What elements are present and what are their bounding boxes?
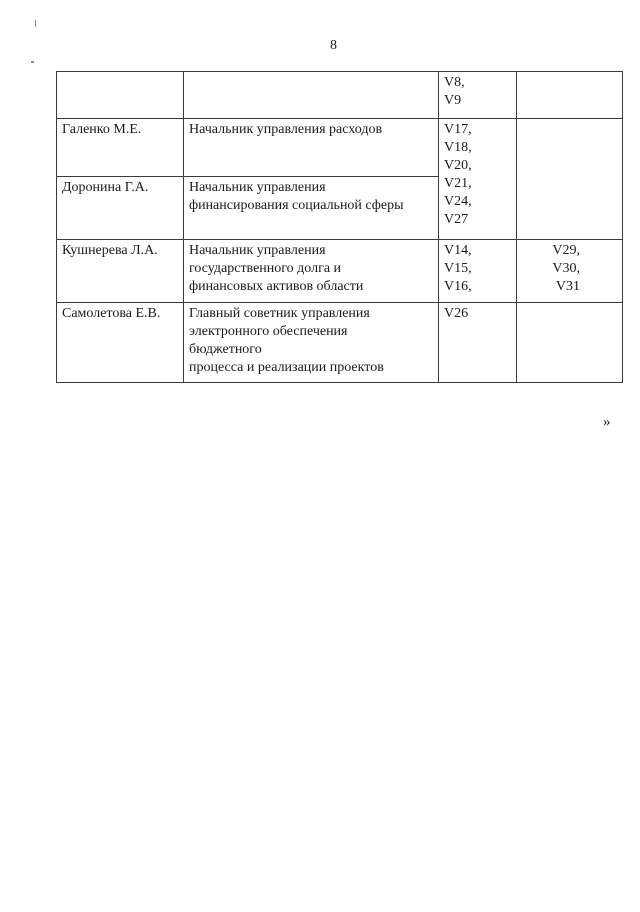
name-cell: Галенко М.Е. [57,119,184,177]
position-cell: Главный советник управления электронного обеспечения бюджетного процесса и реализации проектов [184,303,439,383]
position-cell [184,72,439,119]
table-row [57,119,623,177]
scan-mark-top [35,20,36,27]
codes-cell: V26 [439,303,517,383]
codes-cell: V14, V15, V16, [439,240,517,303]
closing-quote: » [603,414,611,430]
position-cell: Начальник управления государственного долга и финансовых активов области [184,240,439,303]
extra-codes-cell [517,72,623,119]
name-cell: Доронина Г.А. [57,177,184,240]
extra-codes-cell: V29, V30, V31 [517,240,623,303]
codes-cell: V8, V9 [439,72,517,119]
table-row [57,240,623,303]
extra-codes-cell [517,119,623,240]
name-cell [57,72,184,119]
codes-cell: V17, V18, V20, V21, V24, V27 [439,119,517,240]
extra-codes-cell [517,303,623,383]
name-cell: Кушнерева Л.А. [57,240,184,303]
position-cell: Начальник управления финансирования социальной сферы [184,177,439,240]
table-row [57,72,623,119]
responsibility-table [56,71,623,383]
page-number: 8 [330,38,337,53]
scan-mark-bottom [31,61,34,63]
table-row [57,303,623,383]
name-cell: Самолетова Е.В. [57,303,184,383]
position-cell: Начальник управления расходов [184,119,439,177]
